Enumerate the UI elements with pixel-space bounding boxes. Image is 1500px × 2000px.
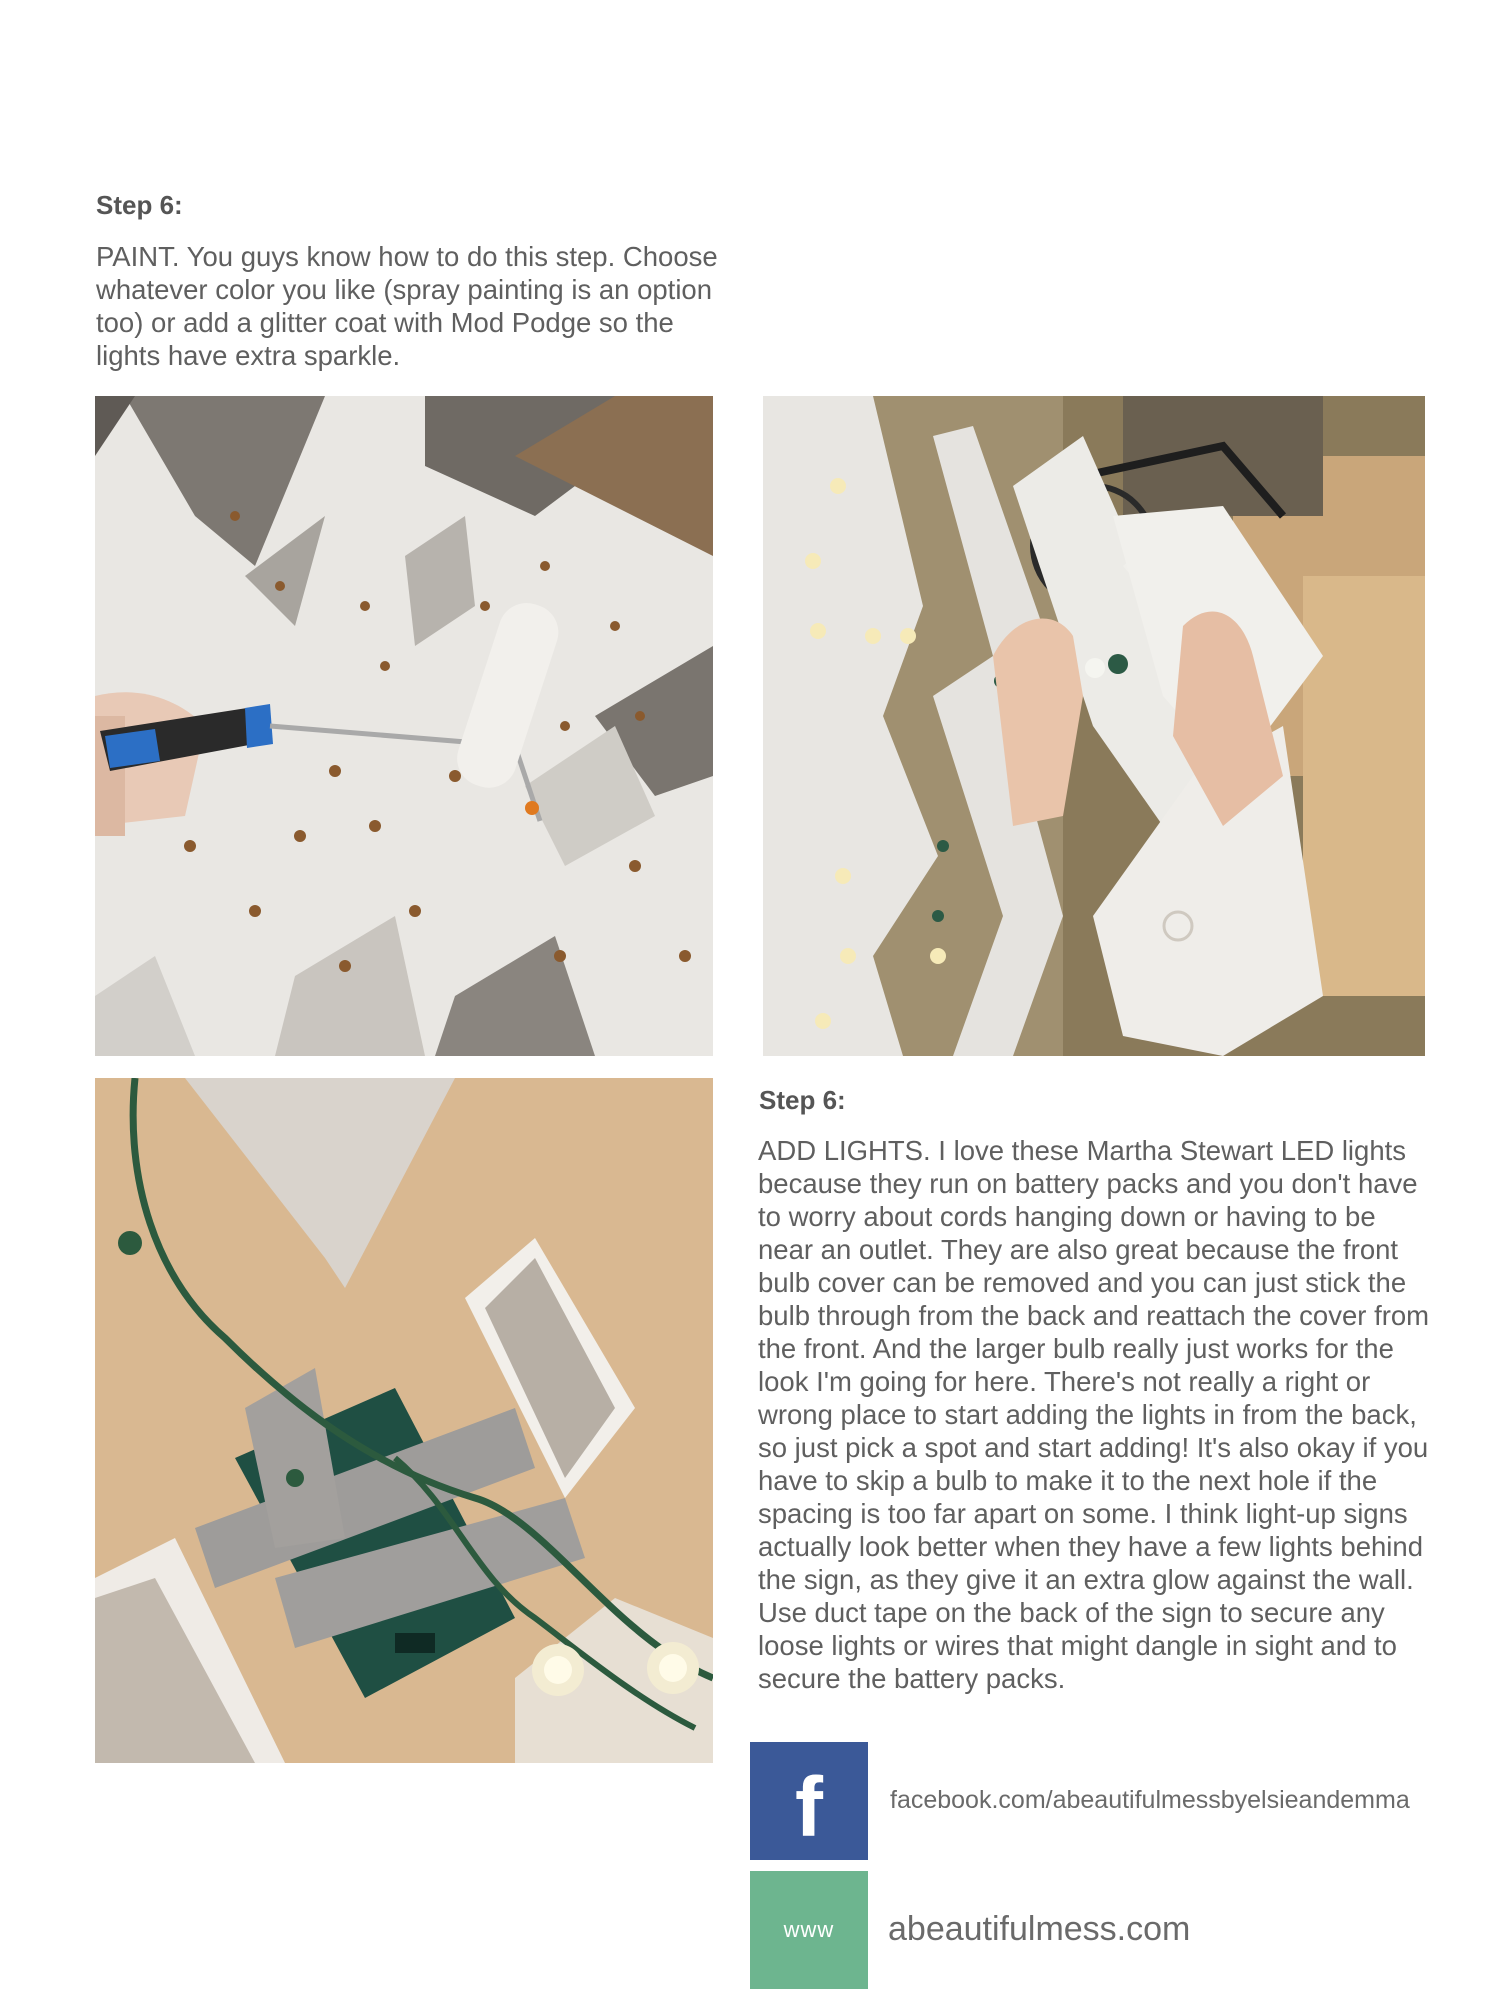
facebook-link[interactable]: facebook.com/abeautifulmessbyelsieandemma <box>890 1786 1410 1814</box>
website-link[interactable]: abeautifulmess.com <box>888 1910 1191 1948</box>
photo-adding-lights <box>763 396 1425 1056</box>
www-icon-text: www <box>783 1917 835 1942</box>
step-b-title: Step 6: <box>759 1085 846 1115</box>
facebook-button[interactable] <box>750 1742 868 1860</box>
website-button[interactable] <box>750 1871 868 1989</box>
step-a-section <box>96 190 736 221</box>
step-b-section <box>759 1085 1439 1116</box>
photo-paint-roller <box>95 396 713 1056</box>
step-b-body-wrap <box>758 1134 1438 1695</box>
facebook-icon-letter: f <box>795 1760 823 1854</box>
step-b-body: ADD LIGHTS. I love these Martha Stewart LED lights because they run on battery packs and you don't have to worry about cords hanging down or having to be near an outlet. They are also great because the front bulb cover can be removed and you can just stick the bulb through from the back and reattach the cover from the front. And the larger bulb really just works for the look I'm going for here. There's not really a right or wrong place to start adding the lights in from the back, so just pick a spot and start adding! It's also okay if you have to skip a bulb to make it to the next hole if the spacing is too far apart on some. I think light-up signs actually look better when they have a few lights behind the sign, as they give it an extra glow against the wall. Use duct tape on the back of the sign to secure any loose lights or wires that might dangle in sight and to secure the battery packs. <box>758 1135 1430 1694</box>
facebook-icon <box>750 1742 868 1860</box>
step-a-title: Step 6: <box>96 190 183 220</box>
step-a-body: PAINT. You guys know how to do this step. Choose whatever color you like (spray painting is an option too) or add a glitter coat with Mod Podge so the lights have extra sparkle. <box>96 241 718 371</box>
www-icon <box>750 1871 868 1989</box>
step-a-body-wrap <box>96 240 736 372</box>
photo-battery-pack <box>95 1078 713 1763</box>
